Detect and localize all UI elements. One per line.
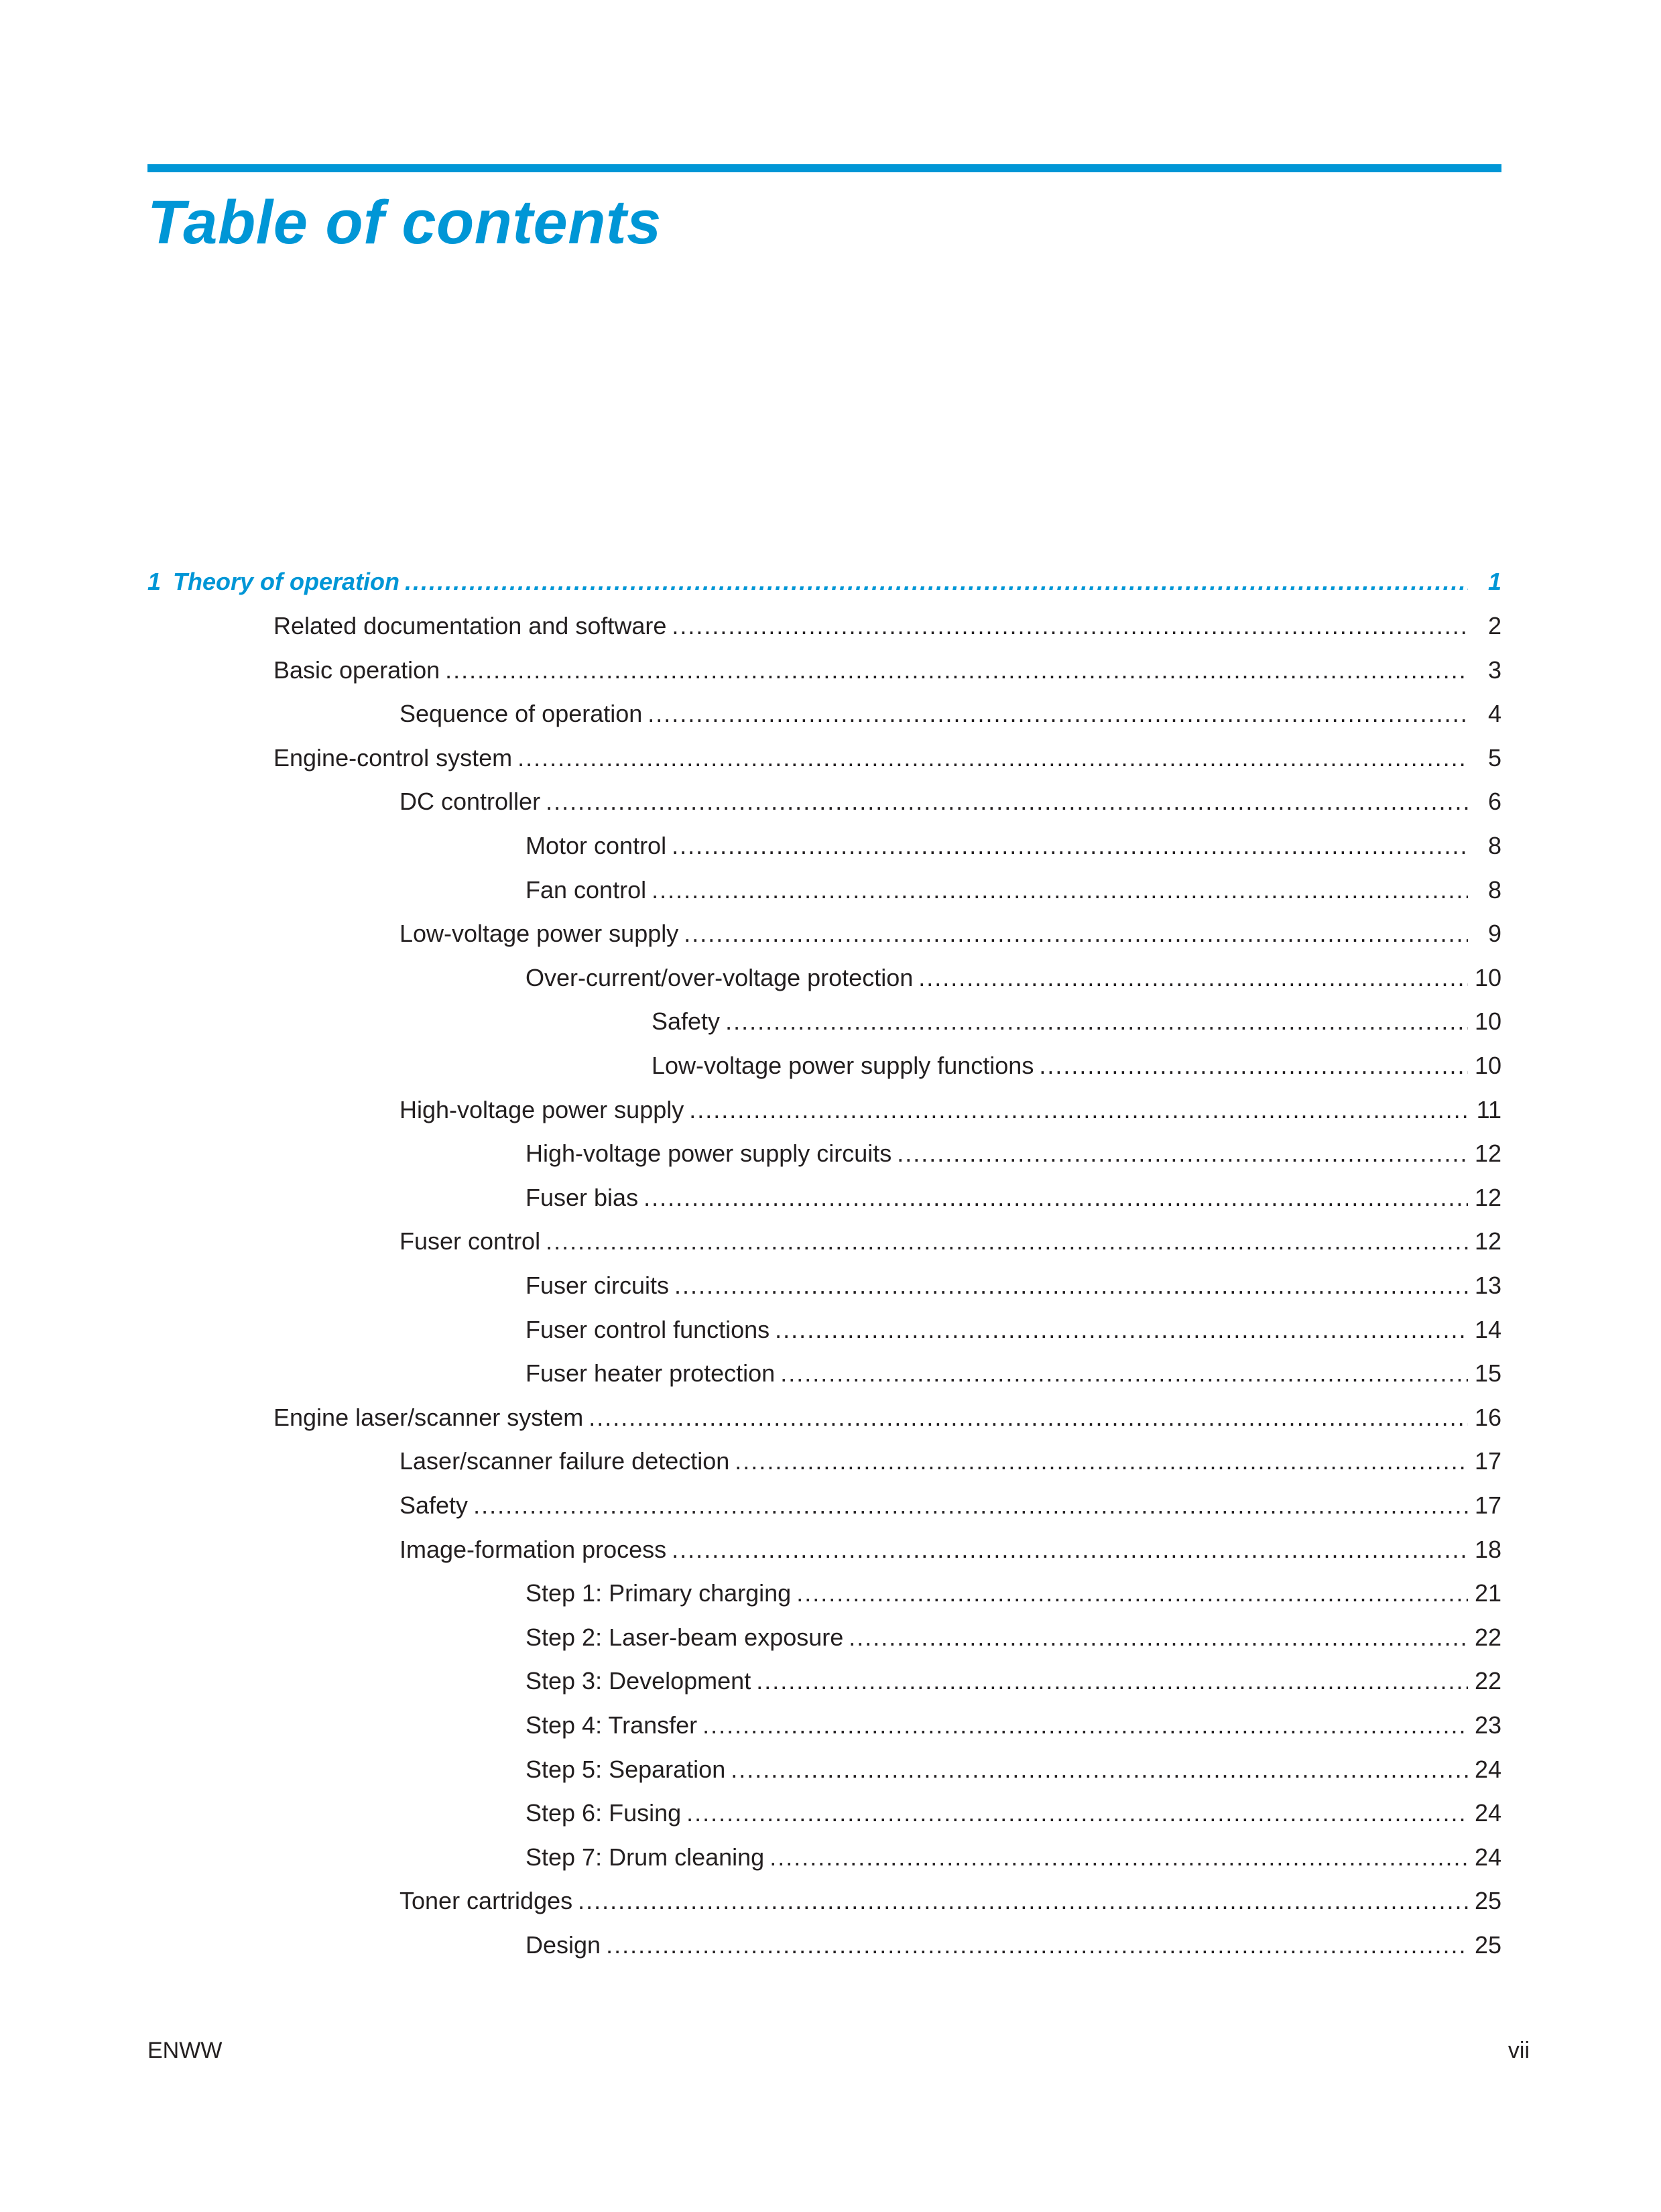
toc-entry-title: High-voltage power supply circuits	[526, 1140, 892, 1167]
dot-leader	[578, 1887, 1468, 1915]
toc-entry-title: Step 2: Laser-beam exposure	[526, 1623, 844, 1651]
toc-entry-page-number: 17	[1474, 1491, 1501, 1519]
toc-entry-title: High-voltage power supply	[399, 1096, 684, 1123]
toc-entry[interactable]	[526, 870, 1501, 910]
chapter-number: 1	[147, 568, 162, 595]
toc-entry-title: Sequence of operation	[399, 700, 643, 727]
toc-entry[interactable]	[399, 1221, 1501, 1262]
toc-entry[interactable]	[399, 1090, 1501, 1130]
toc-entry-title: Fuser circuits	[526, 1272, 670, 1299]
dot-leader	[672, 612, 1468, 640]
toc-entry[interactable]	[399, 1881, 1501, 1921]
toc-entry-title: Low-voltage power supply	[399, 920, 679, 947]
toc-entry-page-number: 12	[1474, 1227, 1501, 1255]
toc-entry[interactable]	[526, 1793, 1501, 1833]
dot-leader	[589, 1404, 1468, 1432]
dot-leader	[546, 788, 1468, 816]
footer-page-number: vii	[1508, 2038, 1530, 2063]
toc-entry[interactable]	[526, 1925, 1501, 1965]
chapter-page-number: 1	[1487, 568, 1501, 595]
toc-entry-title: Fuser heater protection	[526, 1359, 776, 1387]
toc-entry-page-number: 22	[1474, 1667, 1501, 1695]
toc-entry-page-number: 24	[1474, 1843, 1501, 1871]
toc-entry[interactable]	[273, 738, 1501, 778]
dot-leader	[796, 1579, 1468, 1607]
toc-entry-title: Step 6: Fusing	[526, 1799, 682, 1827]
dot-leader	[606, 1931, 1468, 1959]
toc-entry[interactable]	[526, 1837, 1501, 1878]
toc-entry-page-number: 9	[1487, 920, 1501, 947]
toc-entry[interactable]	[526, 1617, 1501, 1658]
dot-leader	[672, 832, 1468, 860]
toc-entry-page-number: 24	[1474, 1756, 1501, 1783]
dot-leader	[546, 1227, 1468, 1255]
toc-entry-title: Related documentation and software	[273, 612, 667, 639]
dot-leader	[775, 1316, 1468, 1344]
page-title: Table of contents	[147, 188, 662, 257]
dot-leader	[652, 876, 1468, 904]
toc-entry-page-number: 14	[1474, 1316, 1501, 1343]
toc-entry-title: Engine-control system	[273, 744, 513, 772]
dot-leader	[672, 1536, 1468, 1564]
toc-entry-page-number: 10	[1474, 1052, 1501, 1079]
dot-leader	[689, 1096, 1468, 1124]
toc-entry[interactable]	[399, 782, 1501, 822]
toc-entry[interactable]	[399, 914, 1501, 954]
toc-entry-page-number: 3	[1487, 656, 1501, 684]
toc-entry-title: Safety	[652, 1007, 721, 1035]
dot-leader	[686, 1799, 1468, 1827]
toc-entry-page-number: 12	[1474, 1184, 1501, 1211]
toc-entry[interactable]	[399, 694, 1501, 734]
toc-entry[interactable]	[526, 826, 1501, 866]
toc-entry-page-number: 8	[1487, 876, 1501, 904]
toc-entry-title: Step 3: Development	[526, 1667, 751, 1695]
dot-leader	[780, 1359, 1468, 1388]
toc-entry[interactable]	[526, 1310, 1501, 1350]
toc-entry[interactable]	[526, 1661, 1501, 1701]
toc-entry[interactable]	[399, 1485, 1501, 1526]
dot-leader	[770, 1843, 1468, 1871]
toc-entry-title: DC controller	[399, 788, 541, 815]
dot-leader	[735, 1447, 1468, 1475]
toc-entry-title: Image-formation process	[399, 1536, 667, 1563]
toc-entry-page-number: 8	[1487, 832, 1501, 859]
toc-entry-title: Fuser bias	[526, 1184, 639, 1211]
toc-entry-page-number: 23	[1474, 1711, 1501, 1739]
toc-entry-page-number: 25	[1474, 1931, 1501, 1959]
dot-leader	[445, 656, 1468, 684]
toc-entry-title: Laser/scanner failure detection	[399, 1447, 730, 1475]
toc-entry[interactable]	[273, 606, 1501, 646]
footer-doc-code: ENWW	[147, 2038, 223, 2063]
toc-entry-page-number: 4	[1487, 700, 1501, 727]
toc-entry-page-number: 5	[1487, 744, 1501, 772]
toc-entry[interactable]	[526, 1705, 1501, 1745]
toc-entry-page-number: 17	[1474, 1447, 1501, 1475]
chapter-title: Theory of operation	[173, 568, 400, 595]
toc-entry-page-number: 16	[1474, 1404, 1501, 1431]
toc-entry-page-number: 6	[1487, 788, 1501, 815]
toc-entry-title: Fuser control functions	[526, 1316, 770, 1343]
dot-leader	[849, 1623, 1468, 1652]
toc-entry[interactable]	[526, 1353, 1501, 1394]
toc-entry-title: Safety	[399, 1491, 469, 1519]
dot-leader	[731, 1756, 1468, 1784]
toc-entry-page-number: 25	[1474, 1887, 1501, 1914]
toc-entry[interactable]	[273, 1398, 1501, 1438]
toc-entry[interactable]	[652, 1001, 1501, 1042]
dot-leader	[1039, 1052, 1468, 1080]
dot-leader	[684, 920, 1468, 948]
toc-entry-title: Step 1: Primary charging	[526, 1579, 792, 1607]
dot-leader	[725, 1007, 1468, 1036]
toc-entry-title: Over-current/over-voltage protection	[526, 964, 914, 991]
toc-entry-title: Basic operation	[273, 656, 440, 684]
toc-entry-title: Fuser control	[399, 1227, 541, 1255]
toc-entry-page-number: 11	[1476, 1096, 1501, 1123]
toc-entry-title: Toner cartridges	[399, 1887, 573, 1914]
toc-entry[interactable]	[273, 650, 1501, 690]
toc-chapter-entry[interactable]	[147, 562, 1501, 602]
toc-entry-title: Fan control	[526, 876, 647, 904]
toc-entry-title: Motor control	[526, 832, 667, 859]
toc-entry-page-number: 24	[1474, 1799, 1501, 1827]
dot-leader	[756, 1667, 1468, 1695]
toc-entry-page-number: 10	[1474, 1007, 1501, 1035]
toc-entry[interactable]	[526, 958, 1501, 998]
dot-leader	[517, 744, 1468, 772]
toc-entry-page-number: 2	[1487, 612, 1501, 639]
dot-leader	[702, 1711, 1468, 1739]
dot-leader	[918, 964, 1468, 992]
toc-entry-page-number: 13	[1474, 1272, 1501, 1299]
toc-entry[interactable]	[652, 1046, 1501, 1086]
toc-entry-page-number: 21	[1474, 1579, 1501, 1607]
dot-leader	[473, 1491, 1468, 1520]
title-rule	[147, 164, 1501, 172]
toc-entry[interactable]	[526, 1749, 1501, 1790]
toc-entry-title: Engine laser/scanner system	[273, 1404, 584, 1431]
toc-entry-title: Low-voltage power supply functions	[652, 1052, 1034, 1079]
toc-entry[interactable]	[526, 1266, 1501, 1306]
toc-entry-page-number: 12	[1474, 1140, 1501, 1167]
toc-entry-title: Step 4: Transfer	[526, 1711, 698, 1739]
dot-leader	[674, 1272, 1468, 1300]
toc-entry-title: Step 7: Drum cleaning	[526, 1843, 765, 1871]
toc-entry-page-number: 15	[1474, 1359, 1501, 1387]
dot-leader	[648, 700, 1468, 728]
toc-entry-title: Design	[526, 1931, 601, 1959]
dot-leader	[405, 568, 1468, 596]
toc-entry-page-number: 10	[1474, 964, 1501, 991]
toc-entry[interactable]	[399, 1530, 1501, 1570]
dot-leader	[643, 1184, 1468, 1212]
toc-entry[interactable]	[526, 1133, 1501, 1174]
toc-entry-title: Step 5: Separation	[526, 1756, 726, 1783]
toc-entry[interactable]	[526, 1573, 1501, 1613]
toc-entry[interactable]	[526, 1178, 1501, 1218]
dot-leader	[897, 1140, 1468, 1168]
toc-entry-page-number: 22	[1474, 1623, 1501, 1651]
toc-entry[interactable]	[399, 1441, 1501, 1481]
toc-entry-page-number: 18	[1474, 1536, 1501, 1563]
